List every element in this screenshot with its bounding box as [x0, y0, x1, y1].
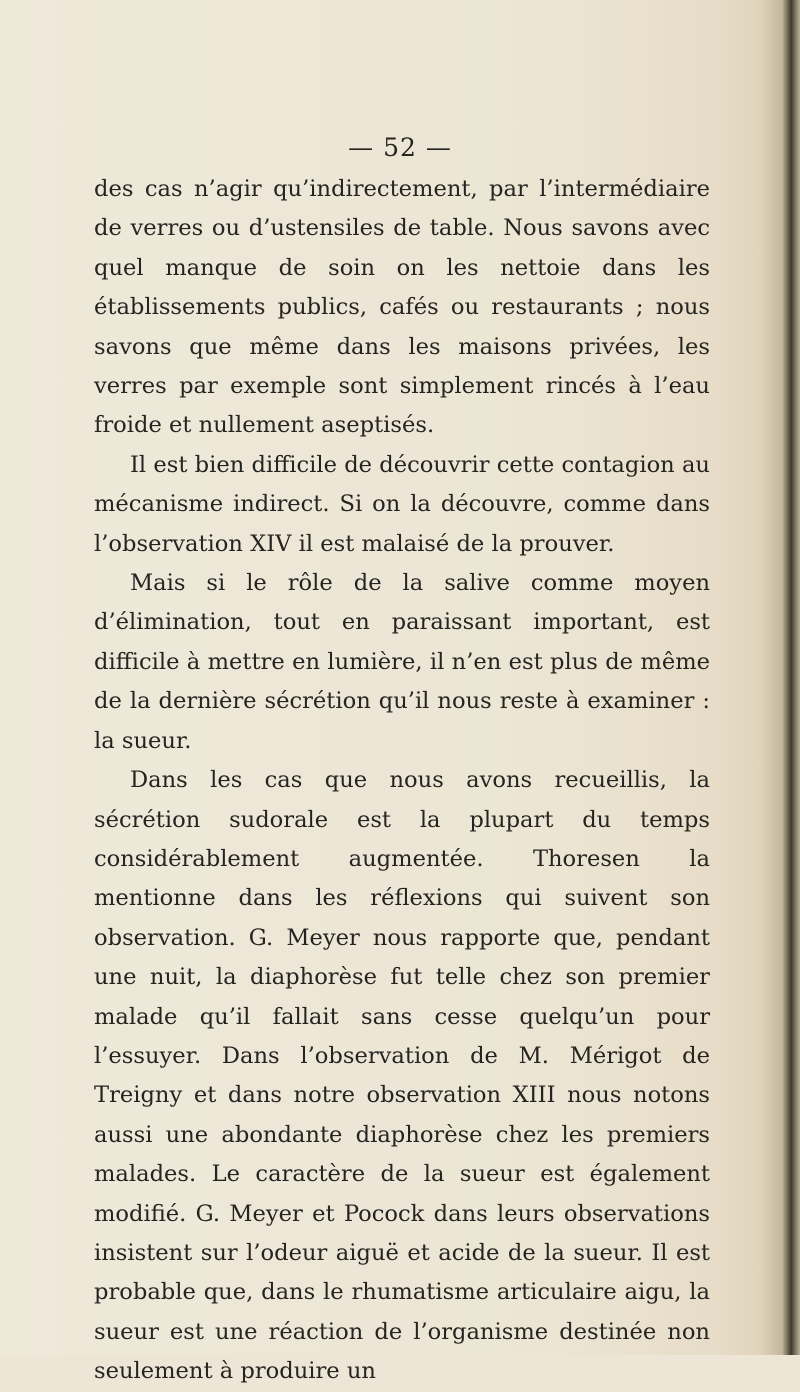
page-number: — 52 —: [348, 133, 452, 162]
body-text: [94, 170, 710, 1392]
paragraph-4: Dans les cas que nous avons recueillis, la sécrétion sudorale est la plupart du temps considérablement augmentée. Thoresen la mentionne dans les réflexions qui suivent son observation. G. Meyer nous rapporte que, pendant une nuit, la diaphorèse fut telle chez son premier malade qu’il fallait sans cesse quelqu’un pour l’essuyer. Dans l’observation de M. Mérigot de Treigny et dans notre observation XIII nous notons aussi une abondante diaphorèse chez les premiers malades. Le caractère de la sueur est également modifié. G. Meyer et Pocock dans leurs observations insistent sur l’odeur aiguë et acide de la sueur. Il est probable que, dans le rhumatisme articulaire aigu, la sueur est une réaction de l’organisme destinée non seulement à produire un: [94, 767, 710, 1385]
paragraph-1: des cas n’agir qu’indirectement, par l’intermédiaire de verres ou d’ustensiles de table. Nous savons avec quel manque de soin on les nettoie dans les établissements publics, cafés ou restaurants ; nous savons que même dans les maisons privées, les verres par exemple sont simplement rincés à l’eau froide et nullement aseptisés.: [94, 176, 710, 439]
paragraph-2: Il est bien difficile de découvrir cette contagion au mécanisme indirect. Si on la découvre, comme dans l’observation XIV il est malaisé de la prouver.: [94, 451, 710, 557]
page-binding-edge: [760, 0, 800, 1355]
paragraph-3: Mais si le rôle de la salive comme moyen d’élimination, tout en paraissant important, est difficile à mettre en lumière, il n’en est plus de même de la dernière sécrétion qu’il nous reste à examiner : la sueur.: [94, 570, 710, 754]
